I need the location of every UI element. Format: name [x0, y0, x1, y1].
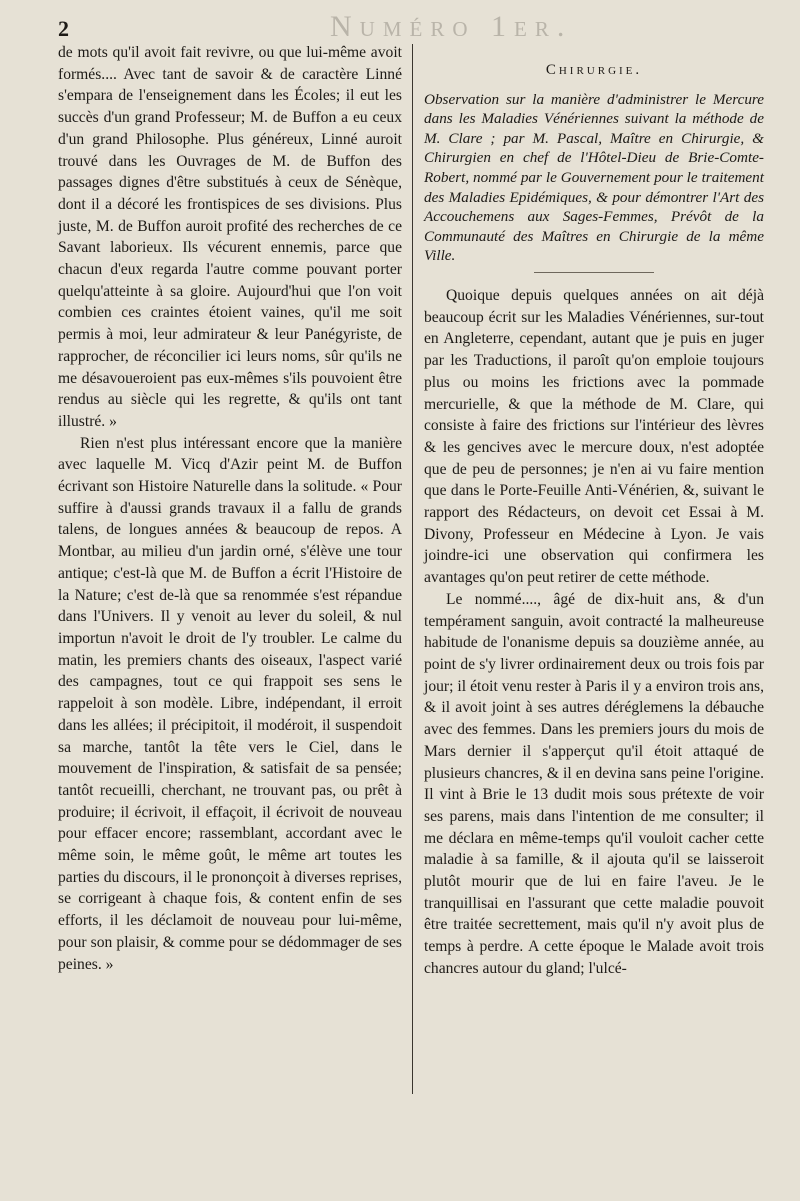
right-paragraph-2: Le nommé...., âgé de dix-huit ans, & d'un tempérament sanguin, avoit contracté la malheureuse habitude de l'onanisme depuis sa douzième année, au point de s'y livrer ordinairement deux ou trois fois par jour; il étoit venu rester à Paris il y a environ trois ans, & il avoit joint à ses autres déréglemens la débauche avec des femmes. Dans les premiers jours du mois de Mars dernier il s'apperçut qu'il étoit attaqué de plusieurs chancres, & il en devina sans peine l'origine. Il vint à Brie le 13 dudit mois sous prétexte de voir ses parens, mais dans l'intention de me consulter; il me déclara en même-temps qu'il vouloit cacher cette maladie à sa famille, & il ajouta qu'il se laisseroit plutôt mourir que de lui en faire l'aveu. Je le tranquillisai en l'assurant que cette maladie pouvoit être traitée secrettement, mais qu'il n'y avoit plus de temps à perdre. A cette époque le Malade avoit trois chancres autour du gland; l'ulcé-: [424, 590, 764, 977]
observation-title: Observation sur la manière d'administrer le Mercure dans les Maladies Vénériennes suivant la méthode de M. Clare ; par M. Pascal, Maître en Chirurgie, & Chirurgien en chef de l'Hôtel-Dieu de Brie-Comte-Robert, nommé par le Gouvernement pour le traitement des Maladies Epidémiques, & pour démontrer l'Art des Accouchemens aux Sages-Femmes, Prévôt de la Communauté des Maîtres en Chirurgie de la même Ville.: [424, 90, 764, 265]
right-column: [424, 42, 764, 980]
column-divider: [412, 44, 413, 1094]
left-column: [58, 42, 402, 975]
section-title: Chirurgie.: [545, 62, 643, 78]
left-paragraph-1: de mots qu'il avoit fait revivre, ou que lui-même avoit formés.... Avec tant de savoir & de caractère Linné s'empara de l'enseignement dans les Écoles; il eut les succès d'un grand Professeur; M. de Buffon a eu ceux d'un grand Philosophe. Plus généreux, Linné auroit trouvé dans les Ouvrages de M. de Buffon des passages dignes d'être substitués à ceux de Sénèque, dont il a décoré les frontispices de ses divisions. Plus juste, M. de Buffon auroit profité des recherches de ce Savant laborieux. Ils vécurent ennemis, parce que chacun d'eux regarda l'autre comme pouvant porter quelqu'atteinte à sa gloire. Aujourd'hui que l'on voit combien ces craintes étoient vaines, qu'il me soit permis à moi, leur admirateur & leur Panégyriste, de rapprocher, de réconcilier ici leurs noms, sûr qu'ils ne me désavoueroient pas eux-mêmes s'ils pouvoient être rendus au siècle qui les regrette, & qu'ils ont tant illustré. »: [58, 44, 402, 430]
page-number: 2: [58, 16, 69, 41]
right-paragraph-1: Quoique depuis quelques années on ait déjà beaucoup écrit sur les Maladies Vénériennes, sur-tout en Angleterre, cependant, autant que je puis en juger par les Traductions, il paroît qu'on emploie toujours plus ou moins les frictions avec la pommade mercurielle, & que la méthode de M. Clare, qui consiste à faire des frictions sur l'intérieur des lèvres & les gencives avec le mercure doux, n'est adoptée que de peu de personnes; je n'en ai vu faire mention que dans le Porte-Feuille Anti-Vénérien, &, suivant le rapport des Rédacteurs, on devoit cet Essai à M. Divony, Professeur en Médecine à Lyon. Je vais joindre-ici une observation qui confirmera les avantages qu'on peut retirer de cette méthode.: [424, 287, 764, 587]
running-head-showthrough: Numéro 1er.: [330, 10, 573, 43]
left-paragraph-2: Rien n'est plus intéressant encore que la manière avec laquelle M. Vicq d'Azir peint M. de Buffon écrivant son Histoire Naturelle dans la solitude. « Pour suffire à d'aussi grands travaux il a fallu de grands talens, de longues années & beaucoup de repos. A Montbar, au milieu d'un jardin orné, s'élève une tour antique; c'est-là que M. de Buffon a écrit l'Histoire de la Nature; c'est de-là que sa renommée s'est répandue dans l'Univers. Il y venoit au lever du soleil, & nul importun n'avoit le droit de l'y troubler. Le calme du matin, les premiers chants des oiseaux, l'aspect varié des campagnes, tout ce qui frappoit ses sens le rappeloit à son modèle. Libre, indépendant, il erroit dans les allées; il précipitoit, il modéroit, il suspendoit sa marche, tantôt la tête vers le Ciel, dans le mouvement de l'inspiration, & satisfait de sa pensée; tantôt recueilli, cherchant, ne trouvant pas, ou prêt à produire; il écrivoit, il effaçoit, il écrivoit de nouveau pour effacer encore; rassemblant, accordant avec le même soin, le même goût, le même art toutes les parties du discours, il le prononçoit à diverses reprises, se corrigeant à chaque fois, & content enfin de ses efforts, il les déclamoit de nouveau pour lui-même, pour son plaisir, & comme pour se dédommager de ses peines. »: [58, 434, 402, 973]
title-divider: [534, 272, 654, 273]
